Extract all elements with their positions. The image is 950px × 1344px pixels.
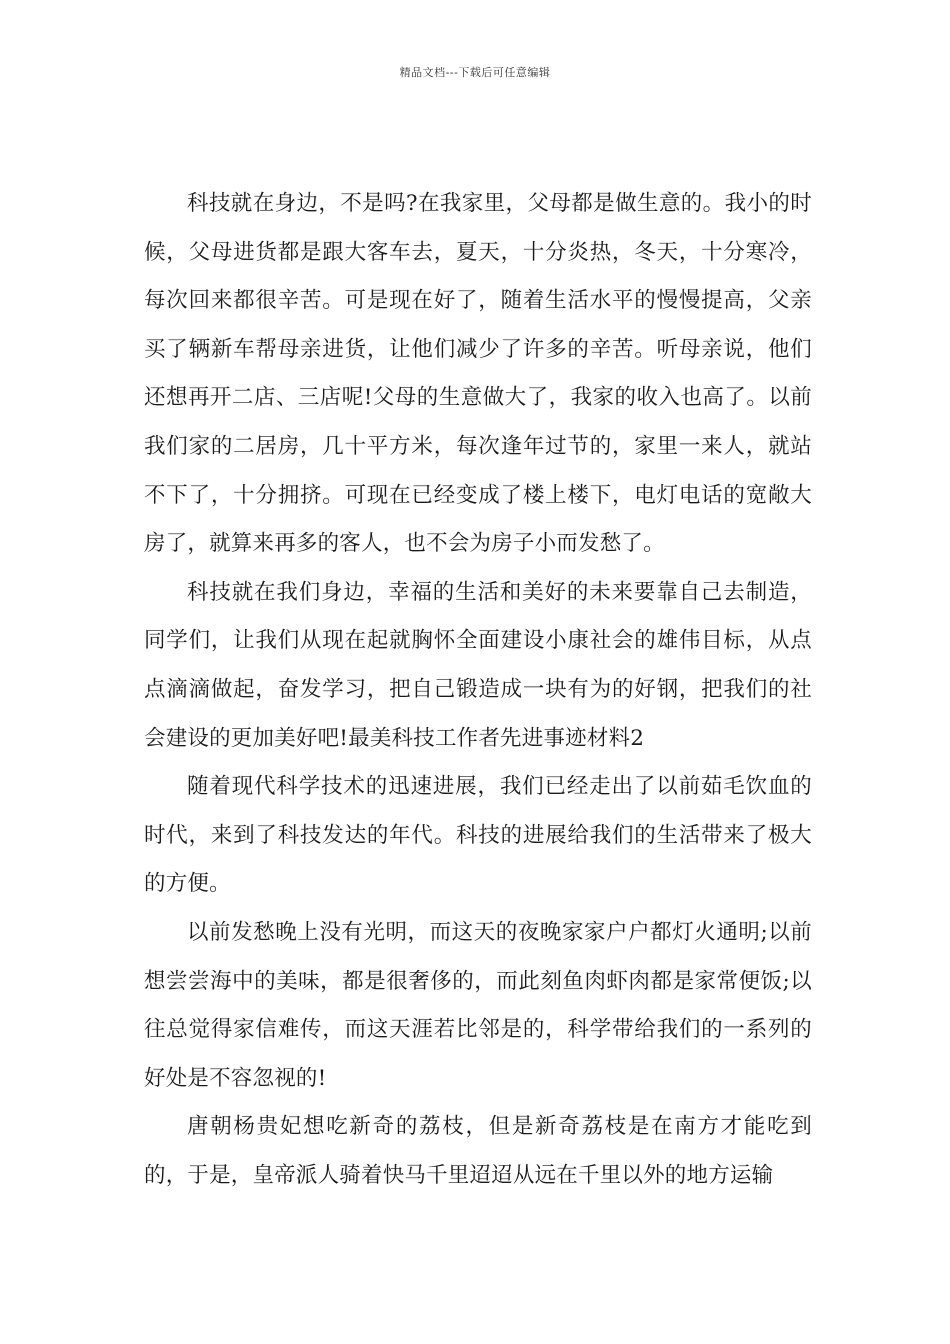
paragraph-4: 以前发愁晚上没有光明，而这天的夜晚家家户户都灯火通明;以前想尝尝海中的美味，都是很奢侈的，而此刻鱼肉虾肉都是家常便饭;以往总觉得家信难传，而这天涯若比邻是的，科学带给我们的一系列的好处是不容忽视的! — [144, 919, 812, 1091]
document-body — [144, 180, 812, 1200]
paragraph-1: 科技就在身边，不是吗?在我家里，父母都是做生意的。我小的时候，父母进货都是跟大客车去，夏天，十分炎热，冬天，十分寒冷，每次回来都很辛苦。可是现在好了，随着生活水平的慢慢提高，父亲买了辆新车帮母亲进货，让他们减少了许多的辛苦。听母亲说，他们还想再开二店、三店呢!父母的生意做大了，我家的收入也高了。以前我们家的二居房，几十平方米，每次逢年过节的，家里一来人，就站不下了，十分拥挤。可现在已经变成了楼上楼下，电灯电话的宽敞大房了，就算来再多的客人，也不会为房子小而发愁了。 — [144, 191, 812, 557]
paragraph-2: 科技就在我们身边，幸福的生活和美好的未来要靠自己去制造，同学们，让我们从现在起就胸怀全面建设小康社会的雄伟目标，从点点滴滴做起，奋发学习，把自己锻造成一块有为的好钢，把我们的社会建设的更加美好吧!最美科技工作者先进事迹材料2 — [144, 579, 812, 751]
paragraph-3: 随着现代科学技术的迅速进展，我们已经走出了以前茹毛饮血的时代，来到了科技发达的年代。科技的进展给我们的生活带来了极大的方便。 — [144, 774, 812, 897]
page-header: 精品文档---下载后可任意编辑 — [399, 66, 551, 79]
paragraph-5: 唐朝杨贵妃想吃新奇的荔枝，但是新奇荔枝是在南方才能吃到的，于是，皇帝派人骑着快马千里迢迢从远在千里以外的地方运输 — [144, 1114, 812, 1188]
